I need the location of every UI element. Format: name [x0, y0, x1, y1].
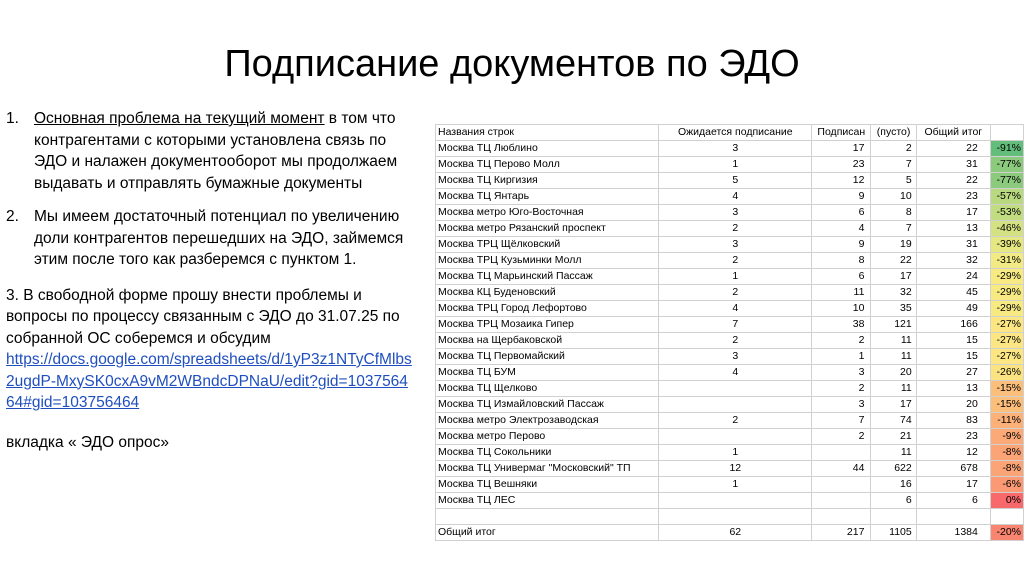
cell-total: 32: [916, 253, 990, 269]
cell-awaiting-signature: 4: [659, 189, 812, 205]
cell-signed: 9: [812, 237, 871, 253]
cell-total: 24: [916, 269, 990, 285]
cell-store-name: Москва ТРЦ Щёлковский: [436, 237, 659, 253]
cell-awaiting-signature: 3: [659, 205, 812, 221]
cell-empty: 35: [871, 301, 916, 317]
cell-awaiting-signature: 3: [659, 237, 812, 253]
cell-awaiting-signature: 2: [659, 413, 812, 429]
cell-signed: 3: [812, 397, 871, 413]
note-item-2-text: Мы имеем достаточный потенциал по увеличению доли контрагентов перешедших на ЭДО, займемся этим после того как разберемся с пунктом 1.: [34, 208, 404, 268]
cell-awaiting-signature: 1: [659, 477, 812, 493]
cell-empty: 1105: [871, 525, 916, 541]
cell-awaiting-signature: 2: [659, 333, 812, 349]
table-row: [436, 221, 1024, 237]
cell-store-name: Москва метро Рязанский проспект: [436, 221, 659, 237]
cell-total: 1384: [916, 525, 990, 541]
cell-awaiting-signature: 3: [659, 141, 812, 157]
table-row: [436, 237, 1024, 253]
cell-total: 13: [916, 381, 990, 397]
note-item-1-highlight: Основная проблема на текущий момент: [34, 110, 325, 127]
cell-total: 15: [916, 349, 990, 365]
cell-store-name: Москва ТЦ БУМ: [436, 365, 659, 381]
cell-store-name: Москва на Щербаковской: [436, 333, 659, 349]
cell-awaiting-signature: 1: [659, 445, 812, 461]
cell-store-name: Москва ТРЦ Город Лефортово: [436, 301, 659, 317]
cell-percent-change: -8%: [990, 461, 1023, 477]
cell-total: 27: [916, 365, 990, 381]
cell-signed: [812, 477, 871, 493]
cell-signed: 38: [812, 317, 871, 333]
cell-signed: 4: [812, 221, 871, 237]
cell-signed: 10: [812, 301, 871, 317]
cell-total: 13: [916, 221, 990, 237]
cell-store-name: Москва ТЦ Люблино: [436, 141, 659, 157]
cell-signed: 12: [812, 173, 871, 189]
cell-signed: 8: [812, 253, 871, 269]
cell-percent-change: -29%: [990, 269, 1023, 285]
cell-total: 678: [916, 461, 990, 477]
cell-awaiting-signature: Ожидается подписание: [659, 125, 812, 141]
cell-percent-change: -6%: [990, 477, 1023, 493]
cell-signed: 9: [812, 189, 871, 205]
cell-total: 23: [916, 429, 990, 445]
cell-percent-change: -20%: [990, 525, 1023, 541]
cell-empty: 22: [871, 253, 916, 269]
table-row: [436, 461, 1024, 477]
cell-signed: Подписан: [812, 125, 871, 141]
table-row: [436, 285, 1024, 301]
table-row: [436, 317, 1024, 333]
pivot-table: [435, 124, 1024, 541]
cell-store-name: Москва ТЦ Вешняки: [436, 477, 659, 493]
cell-awaiting-signature: 3: [659, 349, 812, 365]
cell-awaiting-signature: 1: [659, 269, 812, 285]
cell-awaiting-signature: 2: [659, 253, 812, 269]
cell-signed: 11: [812, 285, 871, 301]
cell-empty: (пусто): [871, 125, 916, 141]
table-row: [436, 205, 1024, 221]
cell-empty: 16: [871, 477, 916, 493]
cell-empty: 5: [871, 173, 916, 189]
cell-percent-change: -29%: [990, 285, 1023, 301]
cell-store-name: Москва ТРЦ Мозаика Гипер: [436, 317, 659, 333]
note-item-1-number: 1.: [6, 110, 19, 127]
cell-signed: 44: [812, 461, 871, 477]
cell-signed: 7: [812, 413, 871, 429]
cell-store-name: Москва метро Юго-Восточная: [436, 205, 659, 221]
cell-percent-change: -27%: [990, 349, 1023, 365]
cell-total: 45: [916, 285, 990, 301]
table-total-row: [436, 525, 1024, 541]
cell-total: 31: [916, 157, 990, 173]
cell-percent-change: -57%: [990, 189, 1023, 205]
cell-total: 15: [916, 333, 990, 349]
table-row: [436, 349, 1024, 365]
table-row: [436, 141, 1024, 157]
cell-store-name: Москва ТЦ Перово Молл: [436, 157, 659, 173]
cell-percent-change: -29%: [990, 301, 1023, 317]
cell-percent-change: -27%: [990, 317, 1023, 333]
cell-percent-change: -15%: [990, 397, 1023, 413]
cell-awaiting-signature: 7: [659, 317, 812, 333]
note-item-3: [6, 285, 414, 454]
note-item-2-number: 2.: [6, 208, 19, 225]
cell-awaiting-signature: [659, 381, 812, 397]
cell-store-name: Москва ТЦ Щелково: [436, 381, 659, 397]
cell-signed: 217: [812, 525, 871, 541]
cell-percent-change: -39%: [990, 237, 1023, 253]
cell-store-name: Москва КЦ Буденовский: [436, 285, 659, 301]
table-row: [436, 365, 1024, 381]
table-row: [436, 381, 1024, 397]
table-row: [436, 189, 1024, 205]
cell-awaiting-signature: [659, 493, 812, 509]
note-item-2: [6, 206, 414, 271]
table-row: [436, 445, 1024, 461]
cell-total: 22: [916, 173, 990, 189]
pivot-table-wrapper: [435, 124, 1024, 541]
note-item-3-text: 3. В свободной форме прошу внести проблемы и вопросы по процессу связанным с ЭДО до 31.07.25 по собранной ОС соберемся и обсудим: [6, 286, 400, 347]
cell-percent-change: [990, 509, 1023, 525]
cell-signed: [812, 445, 871, 461]
cell-total: 83: [916, 413, 990, 429]
survey-tab-label: вкладка « ЭДО опрос»: [6, 433, 169, 451]
cell-empty: 121: [871, 317, 916, 333]
cell-percent-change: -31%: [990, 253, 1023, 269]
cell-store-name: Москва ТЦ ЛЕС: [436, 493, 659, 509]
table-row: [436, 173, 1024, 189]
cell-awaiting-signature: 4: [659, 365, 812, 381]
cell-signed: 2: [812, 333, 871, 349]
cell-empty: 11: [871, 349, 916, 365]
cell-empty: 10: [871, 189, 916, 205]
table-row: [436, 333, 1024, 349]
cell-empty: 74: [871, 413, 916, 429]
cell-empty: 11: [871, 333, 916, 349]
cell-awaiting-signature: 12: [659, 461, 812, 477]
cell-percent-change: -15%: [990, 381, 1023, 397]
table-row: [436, 397, 1024, 413]
cell-awaiting-signature: 4: [659, 301, 812, 317]
table-row: [436, 429, 1024, 445]
cell-empty: 7: [871, 221, 916, 237]
table-row: [436, 493, 1024, 509]
cell-store-name: Москва метро Перово: [436, 429, 659, 445]
cell-store-name: Москва ТЦ Янтарь: [436, 189, 659, 205]
cell-store-name: Москва ТЦ Киргизия: [436, 173, 659, 189]
cell-empty: 2: [871, 141, 916, 157]
note-item-1: [6, 108, 414, 194]
cell-awaiting-signature: [659, 397, 812, 413]
table-row: [436, 477, 1024, 493]
cell-awaiting-signature: 62: [659, 525, 812, 541]
cell-percent-change: -27%: [990, 333, 1023, 349]
cell-percent-change: -9%: [990, 429, 1023, 445]
cell-signed: 1: [812, 349, 871, 365]
cell-awaiting-signature: 2: [659, 221, 812, 237]
cell-store-name: Общий итог: [436, 525, 659, 541]
cell-awaiting-signature: 5: [659, 173, 812, 189]
cell-total: 20: [916, 397, 990, 413]
cell-total: 49: [916, 301, 990, 317]
cell-total: 22: [916, 141, 990, 157]
cell-percent-change: -11%: [990, 413, 1023, 429]
cell-store-name: Москва метро Электрозаводская: [436, 413, 659, 429]
cell-signed: 6: [812, 269, 871, 285]
cell-store-name: Москва ТЦ Измайловский Пассаж: [436, 397, 659, 413]
cell-empty: 20: [871, 365, 916, 381]
cell-signed: 6: [812, 205, 871, 221]
slide-title: Подписание документов по ЭДО: [224, 43, 800, 85]
cell-signed: 3: [812, 365, 871, 381]
cell-empty: [871, 509, 916, 525]
cell-empty: 21: [871, 429, 916, 445]
cell-percent-change: [990, 125, 1023, 141]
cell-percent-change: -53%: [990, 205, 1023, 221]
cell-signed: [812, 509, 871, 525]
table-spacer-row: [436, 509, 1024, 525]
cell-empty: 622: [871, 461, 916, 477]
survey-link[interactable]: https://docs.google.com/spreadsheets/d/1yP3z1NTyCfMlbs2ugdP-MxySK0cxA9vM2WBndcDPNaU/edit?gid=103756464#gid=103756464: [6, 351, 412, 411]
cell-percent-change: -77%: [990, 173, 1023, 189]
cell-total: 31: [916, 237, 990, 253]
cell-awaiting-signature: [659, 429, 812, 445]
cell-store-name: Москва ТРЦ Кузьминки Молл: [436, 253, 659, 269]
table-row: [436, 157, 1024, 173]
cell-signed: 23: [812, 157, 871, 173]
cell-awaiting-signature: 2: [659, 285, 812, 301]
cell-percent-change: -77%: [990, 157, 1023, 173]
table-row: [436, 253, 1024, 269]
cell-empty: 11: [871, 381, 916, 397]
cell-empty: 6: [871, 493, 916, 509]
cell-total: [916, 509, 990, 525]
table-row: [436, 413, 1024, 429]
cell-total: 12: [916, 445, 990, 461]
cell-signed: [812, 493, 871, 509]
cell-signed: 17: [812, 141, 871, 157]
cell-percent-change: -46%: [990, 221, 1023, 237]
cell-signed: 2: [812, 429, 871, 445]
cell-store-name: Москва ТЦ Первомайский: [436, 349, 659, 365]
cell-store-name: Названия строк: [436, 125, 659, 141]
cell-signed: 2: [812, 381, 871, 397]
note-item-1-text: в том что контрагентами с которыми установлена связь по ЭДО и налажен документооборот мы продолжаем выдавать и отправлять бумажные документы: [34, 110, 398, 192]
table-row: [436, 301, 1024, 317]
cell-empty: 32: [871, 285, 916, 301]
cell-awaiting-signature: 1: [659, 157, 812, 173]
cell-percent-change: -8%: [990, 445, 1023, 461]
cell-empty: 17: [871, 397, 916, 413]
cell-percent-change: -26%: [990, 365, 1023, 381]
cell-empty: 17: [871, 269, 916, 285]
cell-total: 23: [916, 189, 990, 205]
cell-total: 17: [916, 477, 990, 493]
cell-percent-change: 0%: [990, 493, 1023, 509]
cell-store-name: Москва ТЦ Марьинский Пассаж: [436, 269, 659, 285]
cell-total: 166: [916, 317, 990, 333]
cell-empty: 7: [871, 157, 916, 173]
cell-total: Общий итог: [916, 125, 990, 141]
cell-store-name: Москва ТЦ Сокольники: [436, 445, 659, 461]
cell-total: 6: [916, 493, 990, 509]
cell-total: 17: [916, 205, 990, 221]
table-header-row: [436, 125, 1024, 141]
cell-empty: 8: [871, 205, 916, 221]
cell-store-name: Москва ТЦ Универмаг "Московский" ТП: [436, 461, 659, 477]
cell-empty: 19: [871, 237, 916, 253]
cell-awaiting-signature: [659, 509, 812, 525]
cell-percent-change: -91%: [990, 141, 1023, 157]
cell-empty: 11: [871, 445, 916, 461]
table-row: [436, 269, 1024, 285]
cell-store-name: [436, 509, 659, 525]
notes-panel: [6, 108, 414, 453]
